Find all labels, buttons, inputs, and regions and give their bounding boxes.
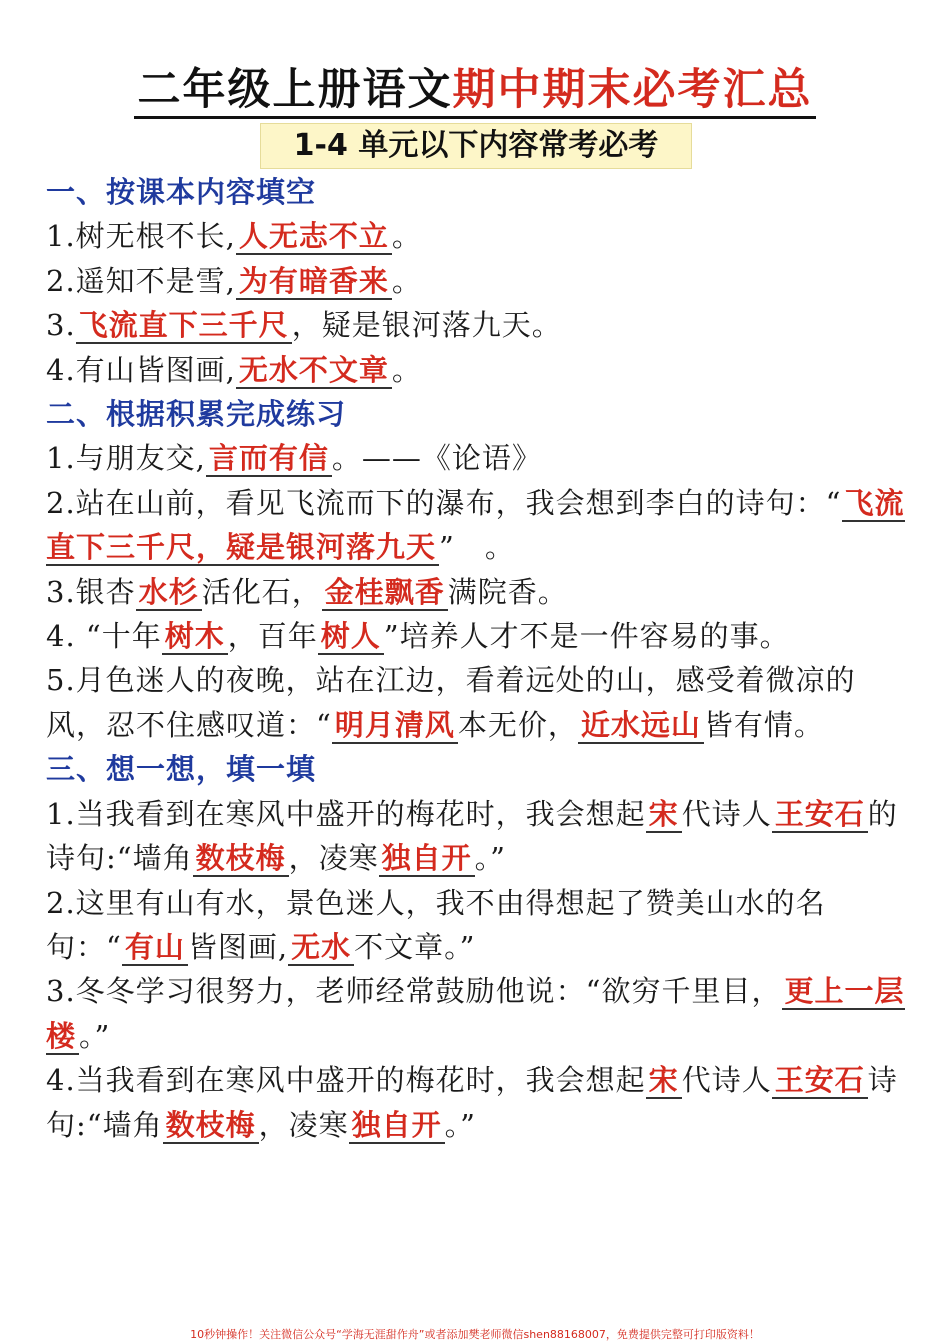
answer-text: 王安石 xyxy=(772,797,868,833)
worksheet-content xyxy=(46,170,908,1147)
question-text: 诗句:“墙角 xyxy=(46,1063,898,1142)
footer-note: 10秒钟操作！关注微信公众号“学海无涯甜作舟”或者添加樊老师微信shen88168007，免费提供完整可打印版资料！ xyxy=(190,1328,760,1341)
question-text: 4.当我看到在寒风中盛开的梅花时，我会想起 xyxy=(46,1063,646,1098)
question-line xyxy=(46,969,908,1058)
question-text: 4. “十年 xyxy=(46,619,162,654)
answer-text: 宋 xyxy=(646,797,682,833)
question-text: 不文章。” xyxy=(354,929,476,964)
question-text: 。 xyxy=(391,263,422,298)
answer-text: 树人 xyxy=(318,619,384,655)
answer-text: 有山 xyxy=(122,930,188,966)
question-text: 。” xyxy=(474,841,506,876)
section-heading: 二、根据积累完成练习 xyxy=(46,397,347,432)
question-text: 活化石， xyxy=(201,574,322,609)
answer-text: 金桂飘香 xyxy=(322,575,448,611)
question-text: 2.这里有山有水，景色迷人，我不由得想起了赞美山水的名句：“ xyxy=(46,885,826,964)
question-text: 1.与朋友交, xyxy=(46,441,206,476)
answer-text: 人无志不立 xyxy=(236,219,392,255)
question-text: 本无价， xyxy=(457,707,578,742)
question-text: 1.树无根不长, xyxy=(46,219,236,254)
question-text: 3.冬冬学习很努力，老师经常鼓励他说：“欲穷千里目， xyxy=(46,974,782,1009)
question-text: 2.遥知不是雪, xyxy=(46,263,236,298)
question-text: 4.有山皆图画, xyxy=(46,352,236,387)
question-text: ，百年 xyxy=(227,619,318,654)
answer-text: 宋 xyxy=(646,1063,682,1099)
answer-text: 数枝梅 xyxy=(163,1108,259,1144)
question-text: 的诗句:“墙角 xyxy=(46,796,898,876)
subtitle-banner: 1-4 单元以下内容常考必考 xyxy=(260,123,692,169)
question-text: 。 xyxy=(391,352,422,387)
question-line xyxy=(46,436,908,480)
question-text: ，疑是银河落九天。 xyxy=(291,308,562,343)
question-text: 5.月色迷人的夜晚，站在江边，看着远处的山，感受着微凉的风，忍不住感叹道：“ xyxy=(46,663,856,742)
answer-text: 为有暗香来 xyxy=(236,264,392,300)
question-text: 。 xyxy=(391,219,422,254)
answer-text: 水杉 xyxy=(136,575,202,611)
question-text: 代诗人 xyxy=(681,796,772,831)
answer-text: 近水远山 xyxy=(578,708,704,744)
question-text: 3.银杏 xyxy=(46,574,136,609)
question-text: 2.站在山前，看见飞流而下的瀑布，我会想到李白的诗句：“ xyxy=(46,485,842,520)
answer-text: 无水不文章 xyxy=(236,353,392,389)
question-text: ” 。 xyxy=(439,530,515,565)
answer-text: 更上一层楼 xyxy=(46,974,905,1053)
answer-text: 飞流直下三千尺，疑是银河落九天 xyxy=(46,485,905,565)
answer-text: 树木 xyxy=(162,619,228,655)
question-line xyxy=(46,658,908,747)
question-text: 。——《论语》 xyxy=(331,441,542,476)
question-text: ，凌寒 xyxy=(288,841,379,876)
question-text: ，凌寒 xyxy=(258,1107,349,1142)
section-heading: 三、想一想，填一填 xyxy=(46,752,317,787)
question-text: 代诗人 xyxy=(681,1063,772,1098)
answer-text: 明月清风 xyxy=(332,708,458,744)
question-text: 皆有情。 xyxy=(703,707,824,742)
question-text: 皆图画, xyxy=(187,929,289,964)
title-underline xyxy=(134,116,816,119)
answer-text: 言而有信 xyxy=(206,441,332,477)
answer-text: 飞流直下三千尺 xyxy=(76,308,292,344)
answer-text: 数枝梅 xyxy=(193,841,289,877)
question-line xyxy=(46,570,908,614)
question-line xyxy=(46,792,908,881)
answer-text: 独自开 xyxy=(379,841,475,877)
question-text: 满院香。 xyxy=(447,574,568,609)
answer-text: 独自开 xyxy=(349,1108,445,1144)
question-line xyxy=(46,348,908,392)
answer-text: 王安石 xyxy=(772,1063,868,1099)
answer-text: 无水 xyxy=(288,930,354,966)
question-text: 3. xyxy=(46,308,76,343)
question-line xyxy=(46,481,908,570)
question-line xyxy=(46,1058,908,1147)
title-part-black: 二年级上册语文 xyxy=(137,65,453,115)
question-text: 。” xyxy=(79,1018,111,1053)
title-part-red: 期中期末必考汇总 xyxy=(452,65,813,115)
question-line xyxy=(46,303,908,347)
question-text: 1.当我看到在寒风中盛开的梅花时，我会想起 xyxy=(46,796,646,831)
page-title xyxy=(0,62,950,118)
question-line xyxy=(46,214,908,258)
question-line xyxy=(46,614,908,658)
section-heading: 一、按课本内容填空 xyxy=(46,175,317,209)
question-text: 。” xyxy=(444,1107,476,1142)
question-text: ”培养人才不是一件容易的事。 xyxy=(383,619,790,654)
question-line xyxy=(46,881,908,970)
question-line xyxy=(46,259,908,303)
